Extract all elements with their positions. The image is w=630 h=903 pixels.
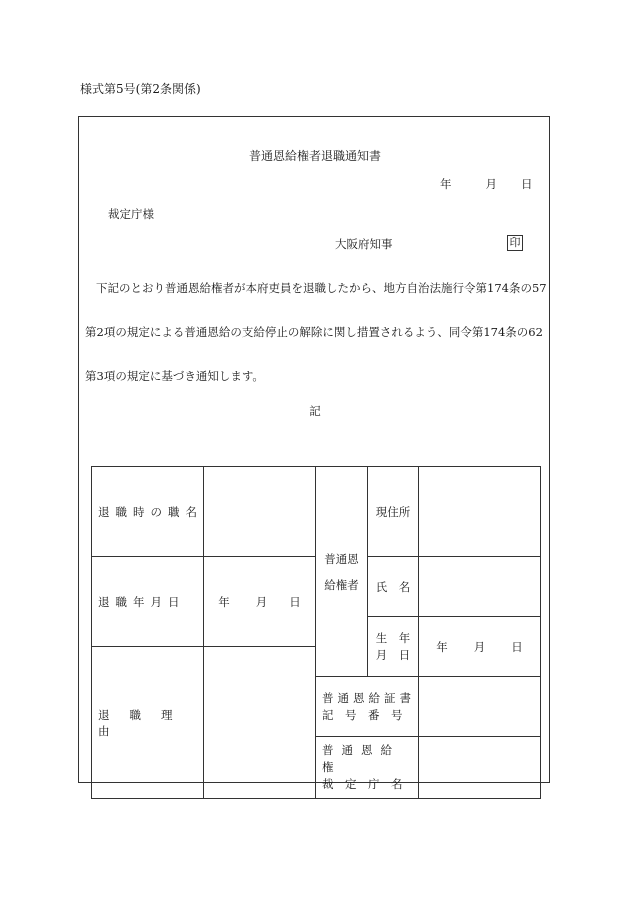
retire-position-label: 退職時の職名 [92, 467, 204, 557]
pensioner-label-line-1: 普通恩 [324, 551, 359, 566]
pensioner-label-line-2: 給権者 [324, 577, 359, 592]
retire-position-field[interactable] [204, 467, 316, 557]
seal-mark: 印 [507, 235, 523, 251]
birth-label-line-1: 生 年 [375, 630, 411, 645]
issuer: 大阪府知事 [335, 237, 393, 251]
birth-month-label: 月 [473, 639, 486, 654]
certificate-label-line-2: 記 号 番 号 [322, 707, 403, 722]
certificate-label-line-1: 普通恩給証書 [322, 690, 415, 705]
pensioner-label [316, 467, 368, 677]
agency-label-line-2: 裁 定 庁 名 [322, 777, 403, 791]
certificate-label [316, 677, 419, 737]
document-title: 普通恩給権者退職通知書 [248, 149, 381, 163]
retire-year-label: 年 [218, 594, 230, 609]
agency-label-line-1: 普通恩給権 [322, 743, 400, 774]
retire-month-label: 月 [255, 594, 268, 609]
date-year-label: 年 [440, 177, 452, 191]
recipient: 裁定庁様 [108, 207, 154, 221]
certificate-field[interactable] [419, 677, 541, 737]
birth-label [368, 617, 419, 677]
details-table [91, 466, 541, 799]
address-label: 現住所 [368, 467, 419, 557]
birth-day-label: 日 [511, 639, 523, 654]
birth-date-field[interactable] [419, 617, 541, 677]
body-line-3: 第3項の規定に基づき通知します。 [85, 369, 264, 383]
address-field[interactable] [419, 467, 541, 557]
name-label: 氏 名 [368, 557, 419, 617]
retire-reason-label: 退職理由 [92, 647, 204, 799]
body-text [85, 266, 545, 398]
date-month-label: 月 [485, 177, 497, 191]
retire-date-field[interactable] [204, 557, 316, 647]
ki-heading: 記 [309, 404, 321, 418]
issue-date [440, 176, 533, 192]
name-field[interactable] [419, 557, 541, 617]
birth-year-label: 年 [436, 639, 448, 654]
birth-label-line-2: 月 日 [375, 647, 411, 662]
agency-label [316, 737, 419, 799]
date-day-label: 日 [521, 177, 533, 191]
form-number-label: 様式第5号(第2条関係) [80, 82, 201, 96]
body-line-2: 第2項の規定による普通恩給の支給停止の解除に関し措置されるよう、同令第174条の62 [85, 325, 543, 339]
body-line-1: 下記のとおり普通恩給権者が本府吏員を退職したから、地方自治法施行令第174条の57 [96, 281, 547, 295]
retire-reason-field[interactable] [204, 647, 316, 799]
retire-date-label: 退職年月日 [92, 557, 204, 647]
agency-field[interactable] [419, 737, 541, 799]
retire-day-label: 日 [289, 594, 301, 609]
